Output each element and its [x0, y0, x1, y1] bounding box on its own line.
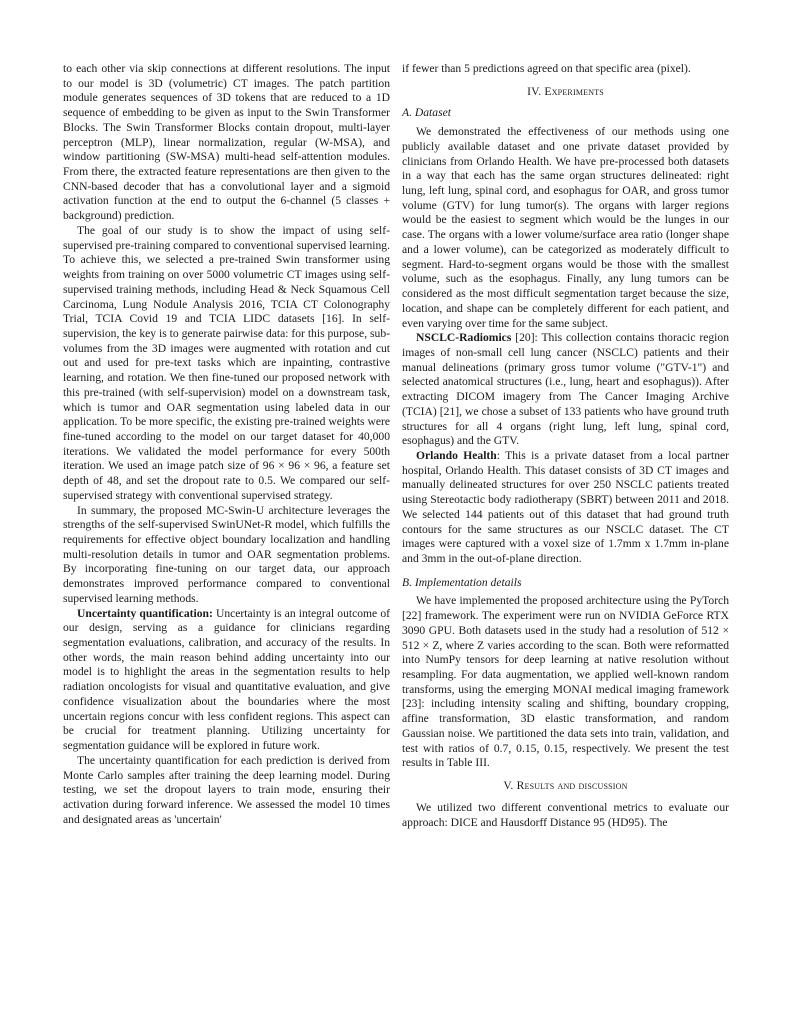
paragraph-summary: In summary, the proposed MC-Swin-U architecture leverages the strengths of the self-supervised SwinUNet-R model, which fulfills the requirements for effective object boundary localization and handling multi-resolution details in tumor and OAR segmentation problems. By incorporating fine-tuning on our target data, our approach demonstrates improved performance compared to conventional supervised learning methods. — [63, 503, 390, 605]
uncertainty-text: Uncertainty is an integral outcome of our design, serving as a guidance for clinicians regarding segmentation evaluations, calibration, and accuracy of the results. In other words, the main reason behind adding uncertainty into our model is to highlight the areas in the segmentation results to help radiation oncologists for visual and quantitative evaluation, and give confidence visualization about the boundaries where the most uncertain regions concur with less confident regions. This aspect can be crucial for treatment planning. Utilizing uncertainty for segmentation guidance will be explored in future work. — [63, 606, 390, 753]
section-heading-experiments — [402, 85, 729, 100]
orlando-heading: Orlando Health — [416, 448, 497, 462]
subsection-dataset: A. Dataset — [402, 106, 451, 120]
orlando-text: : This is a private dataset from a local partner hospital, Orlando Health. This dataset consists of 3D CT images and manually delineated structures for over 250 NSCLC patients treated using Stereotactic body radiotherapy (SBRT) between 2011 and 2018. We selected 144 patients out of this dataset that had ground truth contours for the same structures as our NSCLC dataset. The CT images were captured with a voxel size of 1.7mm x 1.7mm in-plane and 3mm in the out-of-plane direction. — [402, 448, 730, 565]
paragraph-pretraining: The goal of our study is to show the impact of using self-supervised pre-training compared to conventional supervised learning. To achieve this, we selected a pre-trained Swin transformer using weights from training on over 5000 volumetric CT images using self-supervised training methods, including Head & Neck Squamous Cell Carcinoma, Lung Nodule Analysis 2016, TCIA CT Colonography Trial, TCIA Covid 19 and TCIA LIDC datasets [16]. In self-supervision, the key is to generate pairwise data: for this purpose, sub-volumes from the 3D images were augmented with rotation and cut out and used for pre-text tasks which are inpainting, contrastive learning, and rotation. We then fine-tuned our proposed network with this pre-trained (with self-supervision) model on a downstream task, which is tumor and OAR segmentation using labeled data in our application. To be more specific, the existing pre-trained weights were fine-tuned according to the model on our target dataset for 40,000 iterations. We validated the model performance for every 500th iteration. We used an image patch size of 96 × 96 × 96, a feature set depth of 48, and set the dropout rate to 0.5. We compared our self-supervised strategy with conventional supervised strategy. — [63, 223, 390, 502]
paragraph-implementation: We have implemented the proposed architecture using the PyTorch [22] framework. The experiment were run on NVIDIA GeForce RTX 3090 GPU. Both datasets used in the study had a resolution of 512 × 512 × Z, where Z varies according to the scan. Both were reformatted into NumPy tensors for deep learning at native resolution without resampling. For data augmentation, we applied well-known random transforms, using the emerging MONAI medical imaging framework [23]: including intensity scaling and shifting, boundary cropping, affine transformation, 3D elastic transformation, and random Gaussian noise. We partitioned the data sets into train, validation, and test with ratios of 0.7, 0.15, 0.15, respectively. We present the test results in Table III. — [402, 594, 729, 770]
paragraph-uncertainty — [63, 607, 390, 754]
section-number: IV. — [527, 84, 542, 98]
section-title: Experiments — [544, 84, 604, 98]
subsection-implementation: B. Implementation details — [402, 575, 522, 589]
paragraph-dataset: We demonstrated the effectiveness of our methods using one publicly available dataset and one private dataset provided by clinicians from Orlando Health. We have pre-processed both datasets in a way that each has the same organ structures delineated: right lung, left lung, spinal cord, and esophagus for OAR, and gross tumor volume (GTV) for lung tumor(s). The organs with larger regions would be the easiest to segment which would be the lunges in our case. The organs with a lower volume/surface area ratio (longer shape and a lower volume), can be categorized as moderately difficult to segment. Hard-to-segment organs would be those with the smallest volume, such as the esophagus. Finally, any lung tumors can be considered as the most difficult segmentation target because the size, location, and shape can be completely different for each patient, and even varying over time for the same subject. — [402, 125, 729, 330]
paragraph-metrics: We utilized two different conventional metrics to evaluate our approach: DICE and Hausdorff Distance 95 (HD95). The — [402, 800, 729, 829]
paragraph-nsclc — [402, 331, 729, 449]
nsclc-text: [20]: This collection contains thoracic region images of non-small cell lung cancer (NSCLC) patients and their manual delineations (primary gross tumor volume ("GTV-1") and selected anatomical structures (i.e., lung, heart and esophagus)). After extracting DICOM imagery from The Cancer Imaging Archive (TCIA) [21], we chose a subset of 133 patients who have ground truth structures for all 4 organs (right lung, left lung, spinal cord, esophagus) and the GTV. — [402, 331, 729, 448]
paragraph-architecture: to each other via skip connections at different resolutions. The input to our model is 3D (volumetric) CT images. The patch partition module generates sequences of 3D tokens that are reduced to a 1D sequence of embedding to be given as input to the Swin Transformer Blocks. The Swin Transformer Blocks contain dropout, multi-layer perceptron (MLP), linear normalization, regular (W-MSA), and window partitioning (SW-MSA) multi-head self-attention modules. From there, the extracted feature representations are then given to the CNN-based decoder that has a convolutional layer and a sigmoid activation function at the end to output the 6-channel (5 classes + background) prediction. — [63, 62, 390, 223]
section-title: Results and discussion — [516, 779, 628, 793]
nsclc-heading: NSCLC-Radiomics — [416, 331, 512, 345]
section-number: V. — [503, 779, 514, 793]
section-heading-results — [402, 779, 729, 794]
uncertainty-heading: Uncertainty quantification: — [77, 606, 213, 620]
left-column — [63, 62, 390, 827]
paragraph-continuation: if fewer than 5 predictions agreed on that specific area (pixel). — [402, 62, 691, 75]
paragraph-orlando — [402, 449, 729, 567]
right-column — [402, 62, 729, 830]
paragraph-monte-carlo: The uncertainty quantification for each prediction is derived from Monte Carlo samples after training the deep learning model. During testing, we set the dropout layers to train mode, ensuring their activation during forward inference. We assessed the model 10 times and designated areas as 'uncertain' — [63, 753, 390, 826]
